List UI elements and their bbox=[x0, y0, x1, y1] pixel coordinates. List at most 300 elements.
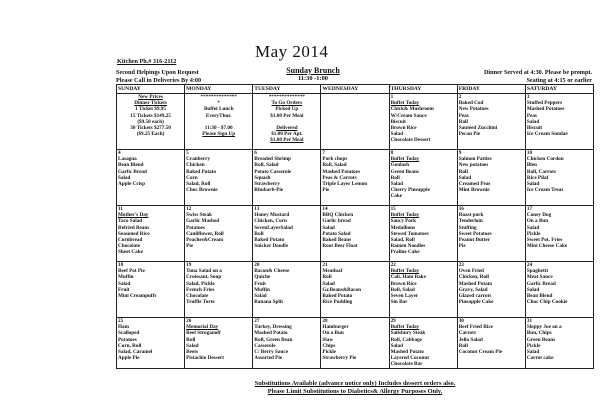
kitchen-phone: Kitchen Ph.# 316-2112 bbox=[117, 58, 177, 65]
menu-item: Peanut Butter bbox=[458, 237, 490, 244]
menu-item: Mashed Potatoes bbox=[322, 168, 361, 175]
day-number: 30 bbox=[458, 318, 464, 324]
day-number: 14 bbox=[322, 206, 328, 212]
menu-item: Pie bbox=[322, 187, 330, 194]
day-cell bbox=[321, 206, 389, 262]
day-header: FRIDAY bbox=[457, 85, 525, 94]
menu-item: Pickle bbox=[322, 349, 336, 356]
day-number: 3 bbox=[526, 94, 530, 100]
menu-item: $1.00 Per Meal bbox=[270, 137, 304, 144]
menu-item: Muffin bbox=[118, 274, 134, 281]
menu-item: Sweet Pot. Fries bbox=[526, 237, 563, 244]
menu-item: Salisbury Steak bbox=[390, 330, 426, 337]
menu-item: Coconut Cream Pie bbox=[458, 349, 503, 356]
day-cell bbox=[389, 150, 457, 206]
day-cell bbox=[457, 150, 525, 206]
day-header: TUESDAY bbox=[253, 85, 321, 94]
day-cell bbox=[321, 262, 389, 318]
day-cell bbox=[185, 262, 253, 318]
menu-item: Bacon& Cheese bbox=[254, 268, 290, 275]
menu-item: Chocolate Dessert bbox=[390, 137, 431, 144]
page-title: May 2014 bbox=[255, 42, 329, 61]
day-cell bbox=[389, 262, 457, 318]
menu-item: Creamed Peas bbox=[458, 181, 491, 188]
brunch-label: Sunday Brunch bbox=[286, 66, 340, 75]
menu-item: Memorial Day bbox=[186, 324, 219, 331]
menu-item: Spaghetti bbox=[526, 268, 548, 275]
day-cell bbox=[525, 262, 593, 318]
calendar-table bbox=[116, 84, 594, 369]
menu-item: Baked Potato bbox=[254, 237, 285, 244]
menu-item: Mini Creampuffs bbox=[118, 293, 157, 300]
menu-item: ($9.25 Each) bbox=[136, 131, 165, 138]
menu-item: Salad bbox=[458, 174, 472, 181]
menu-item: Mother's Day bbox=[118, 212, 149, 219]
menu-item: Sloppy Joe on a bbox=[526, 324, 562, 331]
menu-item: Salad bbox=[186, 342, 199, 349]
day-cell bbox=[525, 318, 593, 369]
day-number: 10 bbox=[526, 150, 533, 156]
day-header: THURSDAY bbox=[389, 85, 457, 94]
week-row bbox=[117, 94, 594, 150]
menu-item: Choc Chip Cookie bbox=[526, 299, 568, 306]
menu-item: To Go Orders bbox=[271, 100, 303, 107]
menu-item: Ham bbox=[118, 324, 129, 331]
day-number: 6 bbox=[254, 150, 257, 156]
menu-item: Sin Bar bbox=[390, 299, 408, 306]
menu-item: Oven Fried bbox=[458, 268, 484, 275]
menu-item: Potato Casserole bbox=[254, 168, 292, 175]
menu-item: Chick& Mushroom bbox=[390, 106, 434, 113]
menu-item: On a Bun bbox=[526, 218, 549, 225]
menu-item: Corn bbox=[186, 174, 198, 181]
menu-item: Roll, Salad bbox=[254, 162, 279, 169]
day-cell bbox=[525, 94, 593, 150]
menu-item: Stewed Tomatoes bbox=[390, 230, 429, 237]
day-number: 16 bbox=[458, 206, 464, 212]
menu-item: Salad bbox=[254, 293, 267, 300]
menu-item: Layered Coconut bbox=[390, 355, 429, 362]
menu-item: Salad, Pickle bbox=[186, 280, 215, 287]
menu-item: 15 Tickets $149.25 bbox=[130, 112, 171, 119]
menu-item: Roll, Green Bean bbox=[254, 336, 293, 343]
day-cell bbox=[253, 262, 321, 318]
menu-item: Mashed Potato bbox=[254, 330, 288, 337]
menu-item: Roll, Cabbage bbox=[390, 336, 422, 343]
menu-item: Ice Cream Sundae bbox=[526, 131, 568, 138]
menu-item: Gr.Beans&Bacon bbox=[322, 286, 361, 293]
menu-item: Meat Sauce bbox=[526, 274, 553, 281]
menu-item: Roll, Carrots bbox=[526, 168, 556, 175]
menu-item: Stuffed Peppers bbox=[526, 100, 563, 107]
menu-item: Ice Cream Treat bbox=[526, 187, 564, 194]
menu-item: Baked Potato bbox=[186, 168, 216, 175]
day-number: 31 bbox=[526, 318, 533, 324]
day-number: 11 bbox=[118, 206, 123, 212]
week-row bbox=[117, 318, 594, 369]
menu-item: New Prices bbox=[138, 94, 163, 100]
day-number: 17 bbox=[526, 206, 533, 212]
menu-item: Garlic bread bbox=[322, 218, 351, 225]
menu-item: Truffle Torte bbox=[186, 299, 215, 306]
day-header: SATURDAY bbox=[525, 85, 593, 94]
menu-item: Roll, Salad bbox=[322, 162, 347, 169]
day-number: 21 bbox=[322, 262, 328, 268]
menu-item: Pork chops bbox=[322, 156, 348, 163]
menu-item: Salad bbox=[390, 131, 403, 138]
menu-item: Peas bbox=[458, 112, 469, 119]
menu-item: Pickle bbox=[526, 230, 541, 237]
menu-item: Carrot cake bbox=[526, 355, 554, 362]
menu-item: 30 Tickets $277.50 bbox=[130, 125, 171, 132]
day-cell bbox=[389, 206, 457, 262]
menu-item: Tenderloin bbox=[458, 218, 483, 225]
menu-item: Rice Pudding bbox=[322, 299, 353, 306]
menu-item: Roll bbox=[186, 336, 196, 343]
menu-item: Chicken, Corn bbox=[254, 218, 287, 225]
menu-item: Slaw bbox=[322, 336, 334, 343]
menu-item: Salad bbox=[526, 224, 540, 231]
menu-item: Ramen Noodles bbox=[390, 243, 426, 250]
menu-item: Honey Mustard bbox=[254, 212, 290, 219]
menu-item: Muffin bbox=[254, 286, 270, 293]
menu-item: Quiche bbox=[254, 274, 271, 281]
menu-item: Biscuit bbox=[390, 118, 406, 125]
menu-item: Green Beans bbox=[526, 336, 556, 343]
menu-item: Chocolate bbox=[118, 243, 141, 250]
day-number: 19 bbox=[186, 262, 192, 268]
menu-item: Chicken bbox=[186, 162, 205, 169]
menu-item: Carrots bbox=[458, 330, 476, 337]
menu-item: Roll bbox=[322, 274, 332, 281]
menu-item: Bean Blend bbox=[526, 293, 553, 300]
menu-item: Dinner Tickets bbox=[134, 100, 167, 107]
menu-item: Seasoned Rice bbox=[118, 230, 150, 237]
menu-item: $1.00 Per Meal bbox=[270, 112, 304, 119]
menu-item: Glazed carrots bbox=[458, 293, 492, 300]
menu-item: Mashed Potatoes bbox=[526, 106, 565, 113]
day-number: 25 bbox=[118, 318, 124, 324]
menu-item: Roll bbox=[254, 230, 264, 237]
menu-item: Baked Potato bbox=[322, 293, 353, 300]
menu-item: Picked Up bbox=[275, 106, 299, 113]
day-number: 20 bbox=[254, 262, 260, 268]
menu-item: Squash bbox=[254, 174, 271, 181]
day-cell bbox=[253, 318, 321, 369]
day-header: WEDNESDAY bbox=[321, 85, 389, 94]
menu-item: $1.00 Per Apt. bbox=[271, 131, 303, 138]
day-number: 24 bbox=[526, 262, 533, 268]
menu-item: Assorted Pie bbox=[254, 355, 283, 362]
menu-item: Beef Pot Pie bbox=[118, 268, 145, 275]
day-cell bbox=[321, 150, 389, 206]
menu-item: Roll bbox=[390, 174, 400, 181]
menu-item: C/ Berry Sauce bbox=[254, 349, 288, 356]
menu-item: Beef Fried Rice bbox=[458, 324, 493, 331]
menu-item: Meatloaf bbox=[322, 268, 343, 275]
menu-item: Gravy, Salad bbox=[458, 286, 488, 293]
menu-item: French Fries bbox=[186, 286, 215, 293]
menu-item: Rhubarb-Pie bbox=[254, 187, 284, 194]
menu-item: Bean Blend bbox=[118, 162, 144, 169]
menu-item: Seven Layer bbox=[390, 293, 419, 300]
day-cell bbox=[117, 150, 185, 206]
menu-item: Pineapple Cake bbox=[458, 299, 494, 306]
day-cell bbox=[253, 206, 321, 262]
menu-item: Scalloped bbox=[118, 330, 140, 337]
menu-item: Please Sign Up bbox=[202, 131, 236, 138]
menu-item: Sweet Potatoes bbox=[458, 230, 492, 237]
menu-item: Mint Brownie bbox=[458, 187, 490, 194]
footer-note: Substitutions Available (advance notice only) Includes dessert orders also. bbox=[254, 380, 456, 387]
menu-item: Strawberry Pie bbox=[322, 355, 357, 362]
day-cell bbox=[185, 94, 253, 150]
menu-item: Salad, Roll bbox=[186, 181, 211, 188]
day-cell bbox=[117, 206, 185, 262]
menu-item: Garlic Mashed bbox=[186, 218, 220, 225]
menu-item: Roast pork bbox=[458, 212, 484, 219]
menu-item: Coney Dog bbox=[526, 212, 552, 219]
day-number: 26 bbox=[186, 318, 192, 324]
menu-item: Corn, Roll bbox=[118, 342, 142, 349]
menu-item: Breaded Shrimp bbox=[254, 156, 291, 163]
menu-item: Pickle bbox=[526, 342, 541, 349]
menu-item: Lasagna bbox=[118, 156, 137, 163]
header-left bbox=[116, 69, 201, 85]
day-number: 22 bbox=[390, 262, 396, 268]
menu-item: Cali. Ham Bake bbox=[390, 274, 426, 281]
header-right-line: Dinner Served at 4:30. Please be prompt. bbox=[483, 69, 592, 76]
header-right-line: Seating at 4:15 or earlier bbox=[526, 77, 592, 84]
menu-item: Bleu bbox=[526, 162, 537, 169]
menu-item: Buffet Today bbox=[390, 268, 420, 275]
day-header-row bbox=[117, 85, 594, 94]
menu-item: Bun, Chips bbox=[526, 330, 552, 337]
menu-item: Praline Cake bbox=[390, 249, 420, 256]
menu-item: Chocolate bbox=[186, 293, 209, 300]
menu-item: Mini Cheese Cake bbox=[526, 243, 568, 250]
day-number: 5 bbox=[186, 150, 189, 156]
day-number: 9 bbox=[458, 150, 462, 156]
day-cell bbox=[117, 94, 185, 150]
menu-item: Refried Beans bbox=[118, 224, 150, 231]
day-cell bbox=[117, 318, 185, 369]
day-cell bbox=[457, 206, 525, 262]
menu-item: Biscuit bbox=[526, 125, 543, 132]
week-row bbox=[117, 206, 594, 262]
day-number: 15 bbox=[390, 206, 396, 212]
menu-item: Apple Crisp bbox=[118, 181, 145, 188]
menu-item: Salad bbox=[118, 280, 131, 287]
header-right bbox=[378, 69, 592, 85]
menu-item: ************** bbox=[200, 94, 237, 100]
menu-item: Tuna Salad on a bbox=[186, 268, 222, 275]
week-row bbox=[117, 262, 594, 318]
menu-item: EveryThur. bbox=[205, 112, 232, 119]
header-left-line: Second Helpings Upon Request bbox=[116, 69, 199, 76]
day-cell bbox=[117, 262, 185, 318]
menu-item: Buffet Today bbox=[390, 156, 420, 163]
menu-item: * bbox=[217, 100, 220, 107]
menu-item: Mashed Potato bbox=[390, 349, 424, 356]
menu-item: Peas & Carrots bbox=[322, 174, 357, 181]
day-number: 4 bbox=[118, 150, 121, 156]
menu-item: Roll bbox=[458, 118, 468, 125]
menu-item: Beets bbox=[186, 349, 198, 356]
day-number: 29 bbox=[390, 318, 396, 324]
menu-item: Buffet Today bbox=[390, 212, 420, 219]
menu-item: Pie bbox=[186, 243, 194, 250]
menu-item: Salad bbox=[322, 280, 335, 287]
header-left-line: Please Call in Deliveries By 4:00 bbox=[116, 77, 202, 84]
day-cell bbox=[253, 94, 321, 150]
menu-item: 11:30 - $7.00 bbox=[204, 125, 233, 132]
menu-item: Choc Brownie bbox=[186, 187, 218, 194]
day-cell bbox=[321, 318, 389, 369]
menu-item: Peaches&Cream bbox=[186, 237, 224, 244]
menu-item: Croissant, Soup bbox=[186, 274, 222, 281]
menu-item: Goulash bbox=[390, 162, 410, 169]
menu-item: Casserole bbox=[254, 342, 276, 349]
menu-item: Garlic Bread bbox=[118, 168, 147, 175]
day-cell bbox=[185, 150, 253, 206]
menu-item: Garlic Bread bbox=[526, 280, 556, 287]
day-cell bbox=[185, 206, 253, 262]
menu-item: BBQ Chicken bbox=[322, 212, 354, 219]
menu-item: Saucy Pork bbox=[390, 218, 417, 225]
day-number: 7 bbox=[322, 150, 326, 156]
menu-item: Mashed Potato bbox=[458, 280, 492, 287]
menu-item: New potatoes bbox=[458, 162, 489, 169]
header-center bbox=[268, 67, 358, 83]
day-cell bbox=[525, 150, 593, 206]
menu-item: Peas bbox=[526, 112, 537, 119]
week-row bbox=[117, 150, 594, 206]
menu-item: W/Cream Sauce bbox=[390, 112, 427, 119]
menu-item: Baked Cod bbox=[458, 100, 484, 107]
menu-item: Salad bbox=[390, 181, 403, 188]
menu-item: Rice Pilaf bbox=[526, 174, 549, 181]
day-cell bbox=[457, 318, 525, 369]
menu-item: Cranberry bbox=[186, 156, 211, 163]
menu-item: Cornbread bbox=[118, 237, 143, 244]
menu-item: 1 Ticket $9.95 bbox=[135, 106, 166, 113]
menu-item: Buffet Today bbox=[390, 324, 420, 331]
menu-item: Strawberry bbox=[254, 181, 280, 188]
menu-item: Fruit bbox=[118, 286, 130, 293]
day-cell bbox=[389, 318, 457, 369]
menu-item: Cherry Pineapple bbox=[390, 187, 430, 194]
menu-item: Triple Layer Lemon bbox=[322, 181, 368, 188]
menu-item: Beef Stroganoff bbox=[186, 330, 221, 337]
menu-item: On a Bun bbox=[322, 330, 344, 337]
menu-item: Fruit bbox=[254, 280, 266, 287]
menu-item: Hamburger bbox=[322, 324, 349, 331]
menu-item: Snicker Doodle bbox=[254, 243, 289, 250]
menu-item: Salad bbox=[526, 181, 540, 188]
menu-item: Cauliflower, Roll bbox=[186, 230, 224, 237]
day-cell bbox=[457, 262, 525, 318]
menu-item: Chocolate Bar bbox=[390, 361, 423, 368]
menu-item: Taco Salad bbox=[118, 218, 143, 225]
menu-item: Salad bbox=[526, 286, 540, 293]
menu-item: Stuffing bbox=[458, 224, 477, 231]
menu-item: Salad bbox=[118, 174, 131, 181]
menu-item: Salad, Caramel bbox=[118, 349, 153, 356]
menu-item: Jello Salad bbox=[458, 336, 483, 343]
menu-item: Potatoes bbox=[118, 336, 137, 343]
menu-item: ($9.50 each) bbox=[137, 118, 164, 125]
menu-item: Chicken Cordon bbox=[526, 156, 564, 163]
menu-item: Pistachio Dessert bbox=[186, 355, 225, 362]
day-number: 18 bbox=[118, 262, 124, 268]
menu-item: Brown Rice bbox=[390, 125, 417, 132]
menu-item: Roll, Salad bbox=[390, 286, 415, 293]
menu-item: Sheet Cake bbox=[118, 249, 143, 256]
menu-item: Potatoes bbox=[186, 224, 205, 231]
menu-item: Salad bbox=[526, 349, 540, 356]
menu-item: Buffet Lunch bbox=[203, 106, 234, 113]
menu-item: Salmon Patties bbox=[458, 156, 492, 163]
menu-item: Roll bbox=[458, 342, 468, 349]
menu-item: Salad, Roll bbox=[390, 237, 415, 244]
menu-item: Banana Split bbox=[254, 299, 283, 306]
menu-item: Chicken, Roll bbox=[458, 274, 489, 281]
menu-item: Swiss Steak bbox=[186, 212, 212, 219]
day-header: MONDAY bbox=[185, 85, 253, 94]
day-number: 28 bbox=[322, 318, 328, 324]
menu-item: Salad bbox=[526, 118, 540, 125]
day-number: 23 bbox=[458, 262, 464, 268]
menu-item: Delivered bbox=[276, 125, 298, 132]
menu-item: Sautéed Zucchini bbox=[458, 125, 498, 132]
menu-item: Medallions bbox=[390, 224, 416, 231]
day-number: 13 bbox=[254, 206, 260, 212]
menu-item: Chips bbox=[322, 342, 336, 349]
day-number: 2 bbox=[458, 94, 462, 100]
day-cell bbox=[253, 150, 321, 206]
day-cell bbox=[457, 94, 525, 150]
menu-item: Potato Salad bbox=[322, 230, 351, 237]
day-number: 27 bbox=[254, 318, 260, 324]
day-number: 1 bbox=[390, 94, 394, 100]
menu-item: Turkey, Dressing bbox=[254, 324, 292, 331]
menu-item: New Potatoes bbox=[458, 106, 489, 113]
menu-item: Apple Pie bbox=[118, 355, 140, 362]
menu-item: ************** bbox=[268, 94, 305, 100]
menu-item: Green Beans bbox=[390, 168, 419, 175]
menu-item: SevenLayerSalad bbox=[254, 224, 293, 231]
day-number: 8 bbox=[390, 150, 394, 156]
day-header: SUNDAY bbox=[117, 85, 185, 94]
brunch-time: 11:30 -1:00 bbox=[298, 75, 328, 82]
menu-item: Pie bbox=[458, 243, 466, 250]
day-cell bbox=[185, 318, 253, 369]
footer-note: Please Limit Substitutions to Diabetics& Allergy Purposes Only. bbox=[267, 388, 443, 395]
menu-item: Buffet Today bbox=[390, 100, 420, 107]
menu-item: Pecan Pie bbox=[458, 131, 481, 138]
menu-item: Root Beer Float bbox=[322, 243, 358, 250]
day-cell bbox=[321, 94, 389, 150]
menu-item: Cake bbox=[390, 193, 403, 200]
menu-item: Baked Beans bbox=[322, 237, 352, 244]
menu-item: Brown Rice bbox=[390, 280, 417, 287]
day-cell bbox=[525, 206, 593, 262]
menu-item: Salad bbox=[322, 224, 335, 231]
day-number: 12 bbox=[186, 206, 192, 212]
menu-item: Salad bbox=[390, 342, 403, 349]
menu-item: Roll bbox=[458, 168, 468, 175]
